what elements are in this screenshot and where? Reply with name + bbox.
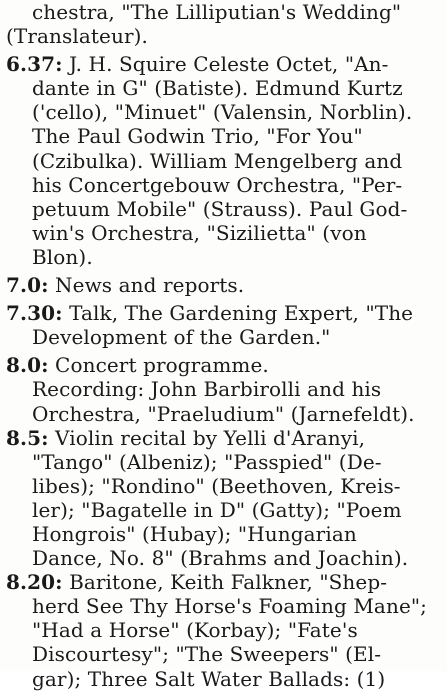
text-line: Violin recital by Yelli d'Aranyi, — [55, 425, 366, 450]
text-line: Hongrois" (Hubay); "Hungarian — [32, 521, 357, 546]
text-line: Talk, The Gardening Expert, "The — [69, 301, 414, 326]
entry-time: 6.37: — [6, 52, 63, 77]
text-line: ler); "Bagatelle in D" (Gatty); "Poem — [32, 497, 402, 522]
text-line: (Translateur). — [6, 24, 148, 49]
programme-entry-8-0 — [6, 353, 440, 425]
text-line: "Tango" (Albeniz); "Passpied" (De- — [32, 449, 382, 474]
text-line: libes); "Rondino" (Beethoven, Kreis- — [32, 473, 401, 498]
text-line: Development of the Garden." — [32, 325, 331, 350]
programme-entry-6-37 — [6, 52, 440, 269]
entry-time: 8.0: — [6, 353, 49, 378]
text-line: ('cello), "Minuet" (Valensin, Norblin). — [32, 100, 413, 125]
text-line: J. H. Squire Celeste Octet, "An- — [69, 52, 389, 77]
opening-continuation — [6, 0, 440, 48]
text-line: chestra, "The Lilliputian's Wedding" — [32, 0, 402, 24]
text-line: petuum Mobile" (Strauss). Paul God- — [32, 196, 408, 221]
text-line: Orchestra, "Praeludium" (Jarnefeldt). — [32, 401, 415, 426]
entry-time: 8.5: — [6, 425, 49, 450]
programme-entry-7-30 — [6, 301, 440, 349]
entry-time: 8.20: — [6, 570, 63, 595]
text-line: dante in G" (Batiste). Edmund Kurtz — [32, 76, 403, 101]
text-line: "Had a Horse" (Korbay); "Fate's — [32, 618, 358, 643]
text-line: The Paul Godwin Trio, "For You" — [32, 124, 363, 149]
radio-programme-column — [6, 0, 440, 691]
text-line: Concert programme. — [55, 353, 269, 378]
text-line: Discourtesy"; "The Sweepers" (El- — [32, 642, 382, 667]
text-line: gar); Three Salt Water Ballads: (1) — [32, 666, 386, 691]
programme-entry-7-0 — [6, 273, 440, 297]
text-line: Recording: John Barbirolli and his — [32, 377, 382, 402]
programme-entry-8-20 — [6, 570, 440, 690]
text-line: (Czibulka). William Mengelberg and — [32, 148, 403, 173]
text-line: his Concertgebouw Orchestra, "Per- — [32, 172, 403, 197]
text-line: Dance, No. 8" (Brahms and Joachin). — [32, 546, 409, 571]
text-line: News and reports. — [55, 273, 245, 298]
text-line: Blon). — [32, 244, 93, 269]
programme-entry-8-5 — [6, 426, 440, 571]
entry-time: 7.30: — [6, 301, 63, 326]
entry-time: 7.0: — [6, 273, 49, 298]
text-line: herd See Thy Horse's Foaming Mane"; — [32, 594, 428, 619]
text-line: win's Orchestra, "Sizilietta" (von — [32, 220, 367, 245]
text-line: Baritone, Keith Falkner, "Shep- — [69, 570, 388, 595]
